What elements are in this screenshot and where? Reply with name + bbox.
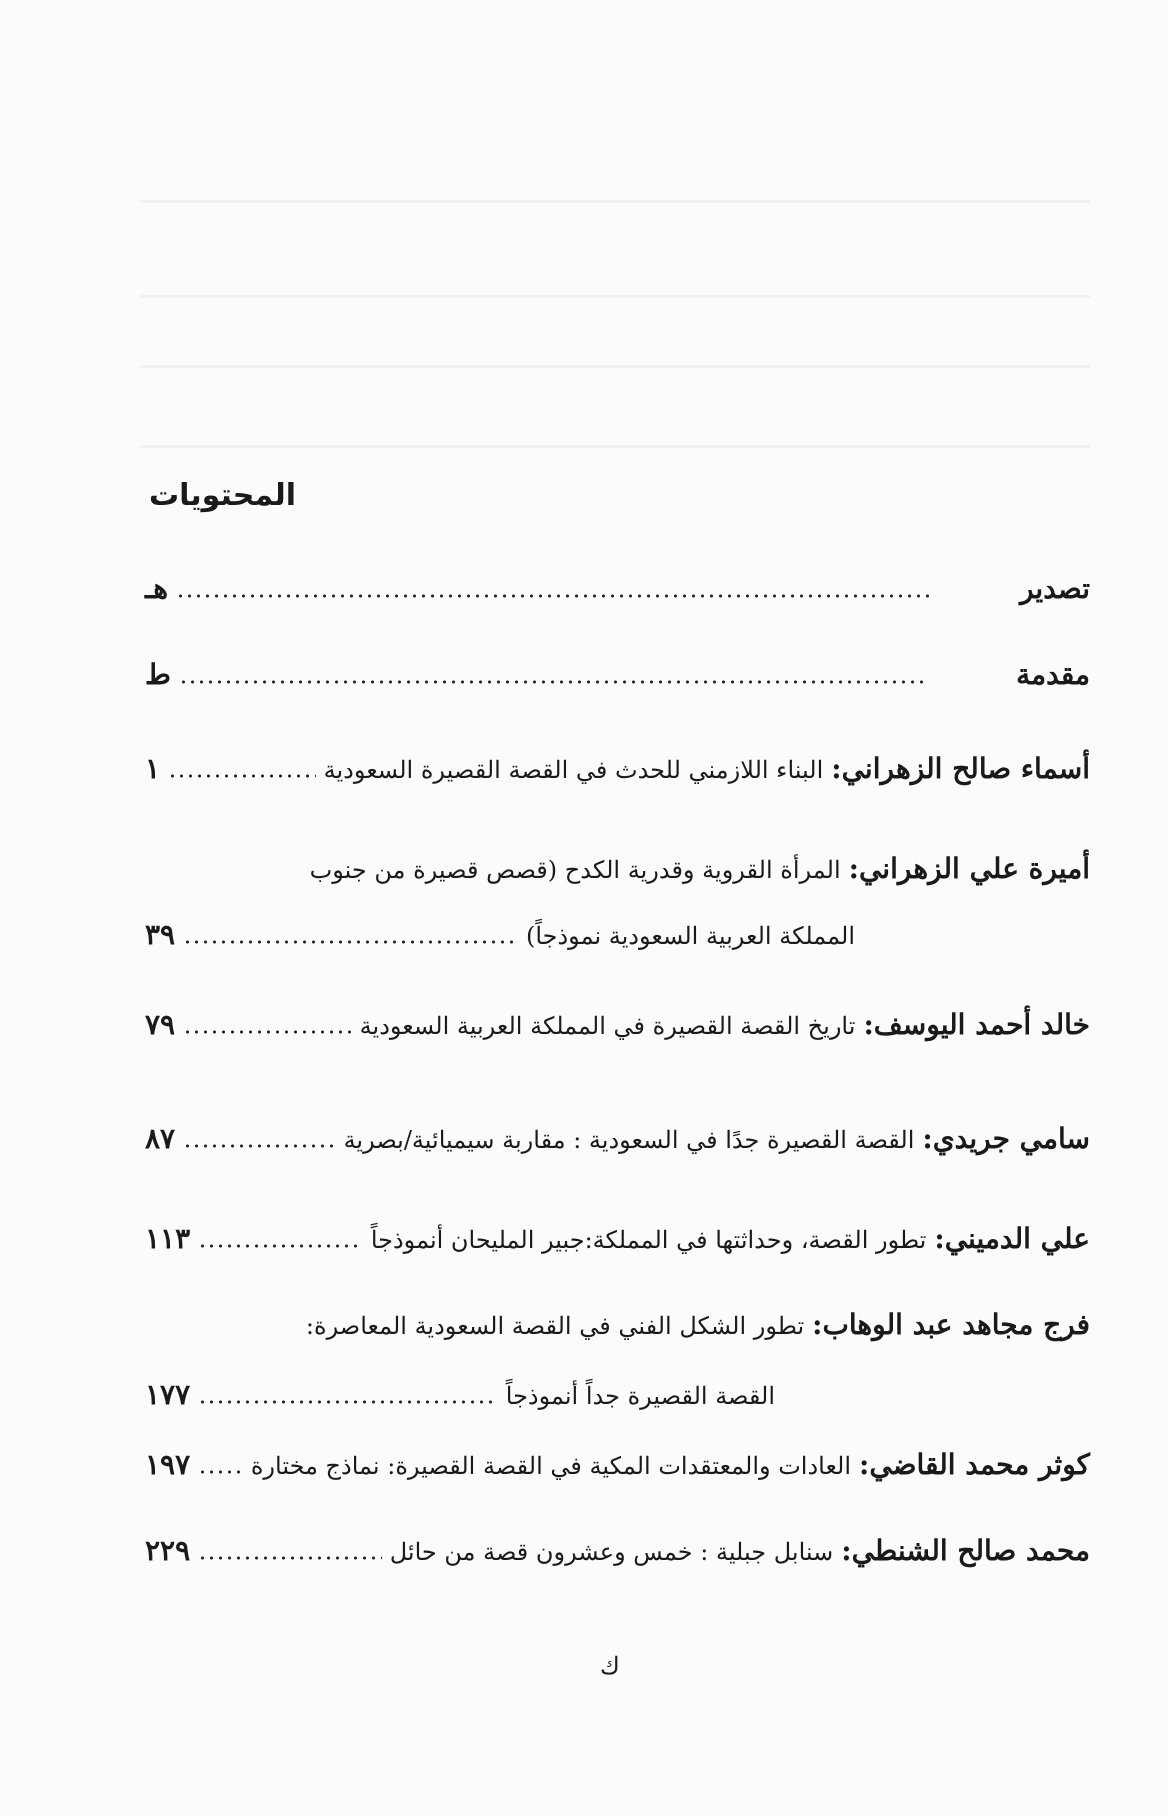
toc-entry[interactable] (145, 1308, 1090, 1341)
entry-label: مقدمة (1016, 658, 1090, 691)
toc-entry-preface[interactable] (145, 572, 1090, 605)
bleed-through-mark (140, 200, 1090, 203)
toc-entry[interactable] (145, 752, 1090, 785)
chapter-title: القصة القصيرة جدًا في السعودية : مقاربة سيميائية/بصرية (343, 1126, 915, 1154)
page-number: هـ (145, 572, 168, 605)
author-name: علي الدميني (944, 1222, 1090, 1255)
toc-entry[interactable] (145, 852, 1090, 885)
colon: : (934, 1222, 945, 1255)
leader-dots (198, 1400, 498, 1404)
leader-dots (198, 1244, 363, 1248)
page-number: ١٩٧ (145, 1448, 191, 1481)
leader-dots (183, 1144, 335, 1148)
leader-dots (179, 680, 928, 684)
chapter-title: المرأة القروية وقدرية الكدح (قصص قصيرة من جنوب (309, 856, 841, 884)
author-name: كوثر محمد القاضي (869, 1448, 1090, 1481)
chapter-title: العادات والمعتقدات المكية في القصة القصيرة: نماذج مختارة (250, 1452, 852, 1480)
leader-dots (183, 940, 518, 944)
leader-dots (198, 1470, 243, 1474)
page-title: المحتويات (148, 478, 296, 513)
toc-entry-continuation[interactable] (145, 1378, 1090, 1411)
entry-label: تصدير (1019, 572, 1090, 605)
leader-dots (168, 774, 316, 778)
colon: : (848, 852, 859, 885)
author-name: أميرة علي الزهراني (858, 852, 1090, 885)
author-name: سامي جريدي (932, 1122, 1090, 1155)
author-name: خالد أحمد اليوسف (873, 1008, 1090, 1041)
toc-entry[interactable] (145, 1448, 1090, 1481)
toc-entry[interactable] (145, 1122, 1090, 1155)
chapter-title: سنابل جبلية : خمس وعشرون قصة من حائل (389, 1538, 834, 1566)
folio-page-number: ك (600, 1652, 620, 1680)
page-number: ٣٩ (145, 918, 176, 951)
page-number: ط (145, 658, 171, 691)
colon: : (922, 1122, 933, 1155)
colon: : (859, 1448, 870, 1481)
page-number: ٨٧ (145, 1122, 176, 1155)
bleed-through-mark (140, 295, 1090, 298)
author-name: أسماء صالح الزهراني (841, 752, 1090, 785)
toc-entry-introduction[interactable] (145, 658, 1090, 691)
toc-entry[interactable] (145, 1222, 1090, 1255)
chapter-title-continuation: القصة القصيرة جداً أنموذجاً (505, 1382, 775, 1410)
colon: : (863, 1008, 874, 1041)
toc-entry[interactable] (145, 1534, 1090, 1567)
chapter-title-continuation: المملكة العربية السعودية نموذجاً) (525, 922, 855, 950)
page-number: ٧٩ (145, 1008, 176, 1041)
page-number: ١١٣ (145, 1222, 191, 1255)
chapter-title: تطور القصة، وحداثتها في المملكة:جبير المليحان أنموذجاً (370, 1226, 927, 1254)
leader-dots (176, 594, 932, 598)
page-number: ١٧٧ (145, 1378, 191, 1411)
toc-entry[interactable] (145, 1008, 1090, 1041)
page-number: ٢٢٩ (145, 1534, 191, 1567)
leader-dots (198, 1556, 382, 1560)
author-name: محمد صالح الشنطي (851, 1534, 1090, 1567)
page-number: ١ (145, 752, 161, 785)
toc-entry-continuation[interactable] (145, 918, 1090, 951)
bleed-through-mark (140, 365, 1090, 368)
bleed-through-mark (140, 445, 1090, 448)
colon: : (831, 752, 842, 785)
colon: : (812, 1308, 823, 1341)
chapter-title: تطور الشكل الفني في القصة السعودية المعاصرة: (305, 1312, 805, 1340)
chapter-title: تاريخ القصة القصيرة في المملكة العربية السعودية (359, 1012, 856, 1040)
leader-dots (183, 1030, 352, 1034)
colon: : (841, 1534, 852, 1567)
chapter-title: البناء اللازمني للحدث في القصة القصيرة السعودية (323, 756, 824, 784)
author-name: فرج مجاهد عبد الوهاب (822, 1308, 1090, 1341)
